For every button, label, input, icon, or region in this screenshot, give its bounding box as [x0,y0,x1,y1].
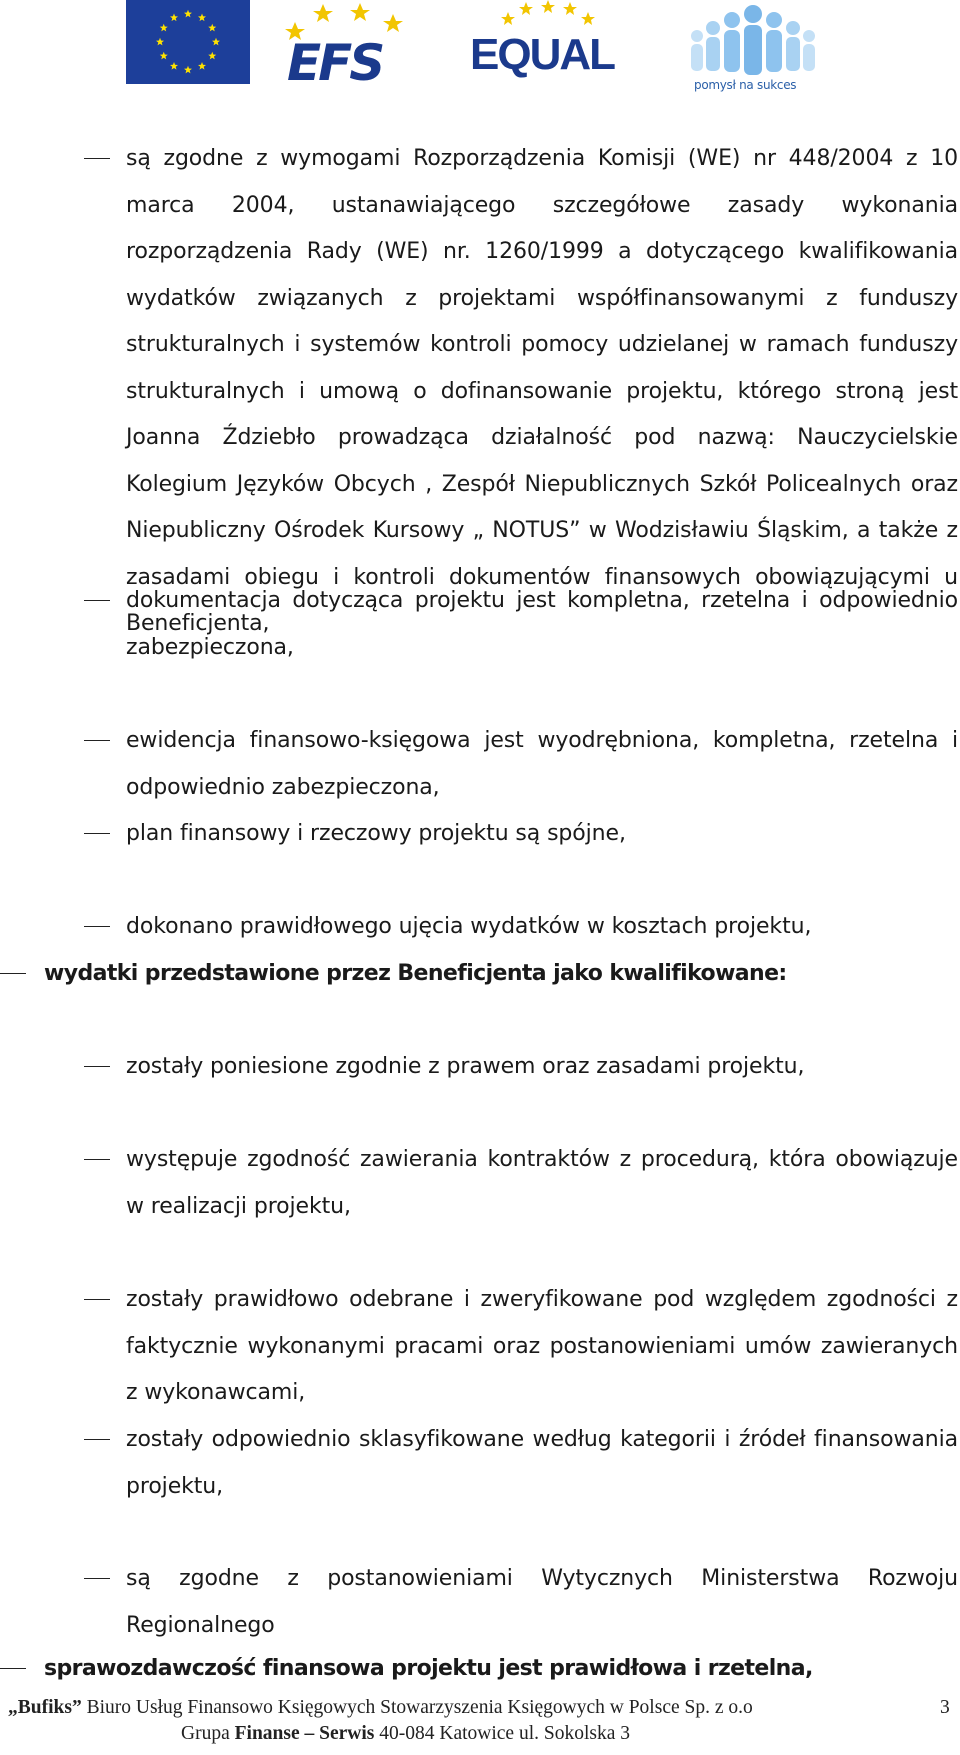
list-item-heading: sprawozdawczość finansowa projektu jest prawidłowa i rzetelna, [44,1656,813,1681]
footer-line-2 [181,1721,630,1747]
list-item-text: zostały odpowiednio sklasyfikowane według kategorii i źródeł finansowania projektu, [126,1427,958,1499]
footer-company-name: „Bufiks” [8,1697,82,1718]
list-dash-marker [0,1668,26,1669]
list-dash-marker [84,1578,110,1579]
list-dash-marker [84,1439,110,1440]
equal-logo [468,0,628,90]
list-dash-marker [84,1159,110,1160]
list-dash-marker [84,740,110,741]
list-item-text: są zgodne z postanowieniami Wytycznych Ministerstwa Rozwoju Regionalnego [126,1566,958,1638]
footer-address: 40-084 Katowice ul. Sokolska 3 [374,1723,631,1744]
list-dash-marker [84,1299,110,1300]
efs-logo-text: EFS [287,34,383,92]
equal-logo-text: EQUAL [470,30,614,79]
list-item-text: dokonano prawidłowego ujęcia wydatków w kosztach projektu, [126,914,812,939]
list-item-text: zostały poniesione zgodnie z prawem oraz zasadami projektu, [126,1054,805,1079]
list-item-text: plan finansowy i rzeczowy projektu są spójne, [126,821,626,846]
pomysl-na-sukces-text: pomysł na sukces [694,78,797,92]
list-dash-marker [84,1066,110,1067]
efs-logo [285,0,415,90]
list-dash-marker [84,158,110,159]
list-item-text: występuje zgodność zawierania kontraktów z procedurą, która obowiązuje w realizacji projektu, [126,1147,958,1219]
footer-line-1 [8,1695,753,1721]
list-dash-marker [84,833,110,834]
footer-group-name: Finanse – Serwis [234,1723,375,1744]
footer-group-label: Grupa [181,1723,235,1744]
pomysl-na-sukces-logo [688,2,818,94]
list-dash-marker [84,926,110,927]
logo-header [0,0,960,100]
list-item-text: dokumentacja dotycząca projektu jest kompletna, rzetelna i odpowiednio zabezpieczona, [126,588,958,660]
page-number: 3 [940,1697,950,1718]
list-item-heading: wydatki przedstawione przez Beneficjenta jako kwalifikowane: [44,961,787,986]
list-item-text: zostały prawidłowo odebrane i zweryfikowane pod względem zgodności z faktycznie wykonanymi pracami oraz postanowieniami umów zawieranych z wykonawcami, [126,1287,958,1405]
list-dash-marker [0,973,26,974]
eu-flag-logo [126,0,250,84]
list-dash-marker [84,600,110,601]
list-item-text: są zgodne z wymogami Rozporządzenia Komisji (WE) nr 448/2004 z 10 marca 2004, ustanawiającego szczegółowe zasady wykonania rozporządzenia Rady (WE) nr. 1260/1999 a dotyczącego kwalifikowania wydatków związanych z projektami współfinansowanymi z funduszy strukturalnych i systemów kontroli pomocy udzielanej w ramach funduszy strukturalnych i umową o dofinansowanie projektu, którego stroną jest Joanna Ździebło prowadząca działalność pod nazwą: Nauczycielskie Kolegium Języków Obcych , Zespół Niepublicznych Szkół Policealnych oraz Niepubliczny Ośrodek Kursowy „ NOTUS” w Wodzisławiu Śląskim, a także z zasadami obiegu i kontroli dokumentów finansowych obowiązującymi u Beneficjenta, [126,146,958,636]
list-item-text: ewidencja finansowo-księgowa jest wyodrębniona, kompletna, rzetelna i odpowiednio zabezpieczona, [126,728,958,800]
footer-company-desc: Biuro Usług Finansowo Księgowych Stowarzyszenia Księgowych w Polsce Sp. z o.o [81,1697,753,1718]
